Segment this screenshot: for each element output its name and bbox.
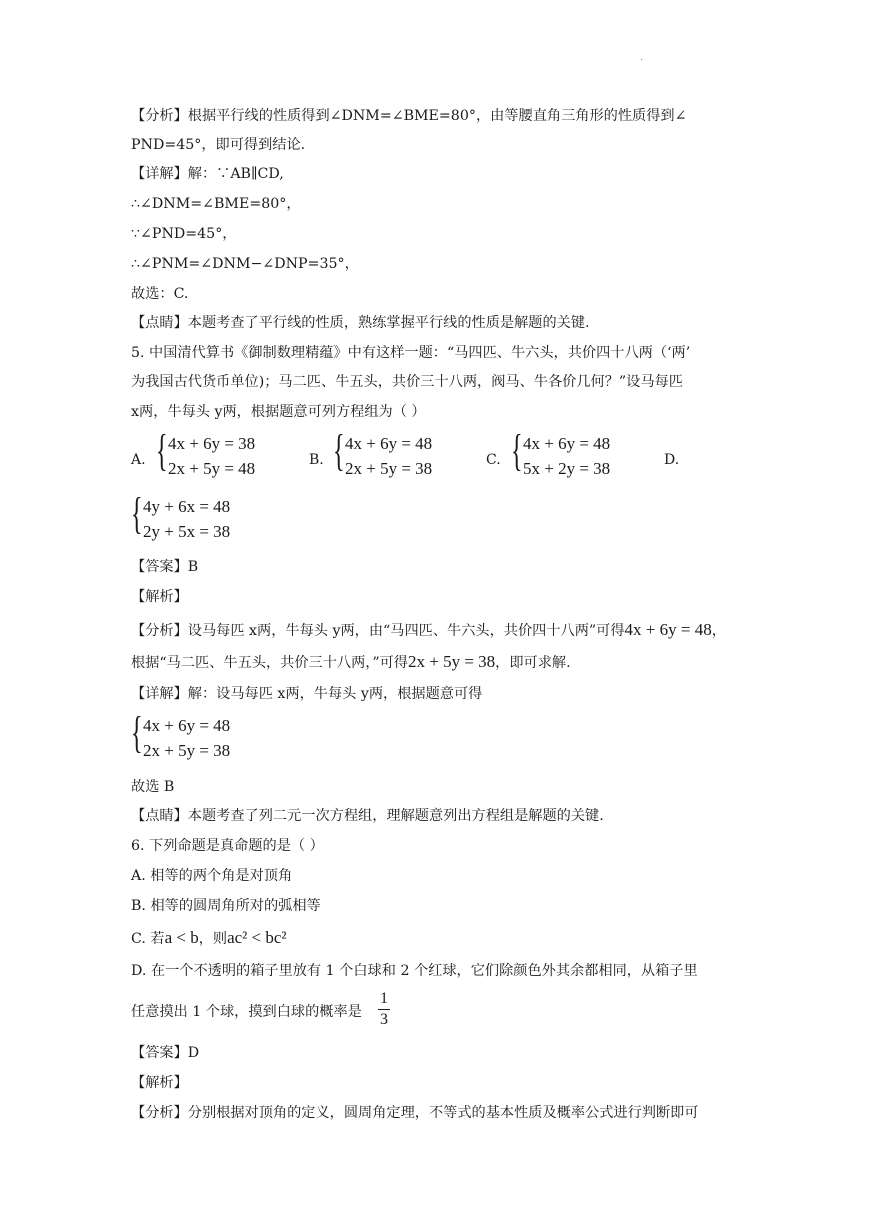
question-6-option-d-line-1: D. 在一个不透明的箱子里放有 1 个白球和 2 个红球，它们除颜色外其余都相同，从箱子里 bbox=[131, 963, 698, 979]
option-a-eq2: 2x + 5y = 48 bbox=[168, 459, 256, 478]
brace-icon: { bbox=[131, 708, 143, 757]
brace-icon: { bbox=[511, 426, 523, 475]
inequality-a-b: a < b bbox=[164, 928, 199, 947]
question-6-option-b: B. 相等的圆周角所对的弧相等 bbox=[131, 898, 321, 914]
question-6-option-a: A. 相等的两个角是对顶角 bbox=[131, 868, 293, 884]
detail-5-line: 【详解】解：设马每匹 x两，牛每头 y两，根据题意可得 bbox=[131, 686, 483, 702]
fraction-bar bbox=[378, 1009, 390, 1010]
question-5-line-2: 为我国古代货币单位)；马二匹、牛五头，共价三十八两，阀马、牛各价几何？”设马每匹 bbox=[131, 374, 683, 390]
equation-inline-2: 2x + 5y = 38 bbox=[407, 652, 496, 671]
option-a-eq1: 4x + 6y = 38 bbox=[168, 434, 256, 453]
answer-6: 【答案】D bbox=[131, 1045, 200, 1061]
option-c-label: C. bbox=[486, 452, 501, 468]
analysis-6-line: 【分析】分别根据对顶角的定义，圆周角定理，不等式的基本性质及概率公式进行判断即可 bbox=[131, 1105, 699, 1121]
detail-line-2: ∴∠DNM=∠BME=80°， bbox=[131, 196, 301, 212]
option-b-label: B. bbox=[309, 452, 324, 468]
equation-inline-1: 4x + 6y = 48 bbox=[624, 620, 712, 639]
analysis-line-1: 【分析】根据平行线的性质得到∠DNM=∠BME=80°，由等腰直角三角形的性质得到∠ bbox=[131, 108, 687, 124]
option-d-eq2: 2y + 5x = 38 bbox=[143, 522, 231, 541]
brace-icon: { bbox=[131, 489, 143, 538]
analysis-5-text: 【分析】设马每匹 x两，牛每头 y两，由“马四匹、牛六头，共价四十八两”可得 bbox=[131, 623, 625, 639]
analysis-5-line-1 bbox=[131, 620, 726, 641]
choice-5-line: 故选 B bbox=[131, 779, 175, 795]
inequality-ac-bc: ac² < bc² bbox=[227, 928, 287, 947]
brace-icon: { bbox=[333, 426, 345, 475]
question-6-option-d-line-2: 任意摸出 1 个球，摸到白球的概率是 bbox=[131, 1004, 362, 1020]
option-c-eq2: 5x + 2y = 38 bbox=[523, 459, 611, 478]
solution-eq2: 2x + 5y = 38 bbox=[143, 741, 231, 760]
detail-line-3: ∵∠PND=45°， bbox=[131, 226, 237, 242]
option-c-then: ，则 bbox=[198, 931, 228, 947]
detail-line-1: 【详解】解：∵AB∥CD, bbox=[131, 166, 284, 182]
brace-icon: { bbox=[156, 426, 168, 475]
comment-5-line: 【点睛】本题考查了列二元一次方程组，理解题意列出方程组是解题的关键. bbox=[131, 808, 604, 824]
detail-line-4: ∴∠PNM=∠DNM−∠DNP=35°， bbox=[131, 256, 359, 272]
probability-fraction bbox=[378, 990, 390, 1029]
option-c-system bbox=[511, 426, 641, 482]
solution-eq1: 4x + 6y = 48 bbox=[143, 716, 231, 735]
question-5-line-1: 5. 中国清代算书《御制数理精蕴》中有这样一题：“马四匹、牛六头，共价四十八两（‘两’ bbox=[131, 345, 691, 361]
option-d-system bbox=[131, 489, 261, 545]
header-mark: . bbox=[640, 52, 644, 63]
option-b-eq1: 4x + 6y = 48 bbox=[345, 434, 433, 453]
option-a-system bbox=[156, 426, 286, 482]
option-c-prefix: C. 若 bbox=[131, 931, 165, 947]
analysis-5-line-2 bbox=[131, 652, 571, 673]
question-6-option-c bbox=[131, 928, 287, 949]
option-b-system bbox=[333, 426, 463, 482]
option-b-eq2: 2x + 5y = 38 bbox=[345, 459, 433, 478]
analysis-5-text-2: 根据“马二匹、牛五头，共价三十八两，”可得 bbox=[131, 655, 408, 671]
fraction-numerator: 1 bbox=[380, 990, 388, 1007]
option-d-eq1: 4y + 6x = 48 bbox=[143, 497, 231, 516]
option-d-label: D. bbox=[664, 452, 680, 468]
question-5-line-3: x两，牛每头 y两，根据题意可列方程组为（ ） bbox=[131, 404, 426, 420]
solution-5-heading: 【解析】 bbox=[131, 589, 188, 605]
option-c-eq1: 4x + 6y = 48 bbox=[523, 434, 611, 453]
question-6: 6. 下列命题是真命题的是（ ） bbox=[131, 838, 324, 854]
comment-line: 【点睛】本题考查了平行线的性质，熟练掌握平行线的性质是解题的关键. bbox=[131, 315, 590, 331]
solution-system bbox=[131, 708, 261, 764]
option-a-label: A. bbox=[131, 452, 146, 468]
choice-line: 故选：C. bbox=[131, 286, 189, 302]
solution-6-heading: 【解析】 bbox=[131, 1075, 188, 1091]
analysis-5-tail: ，即可求解. bbox=[495, 655, 571, 671]
analysis-5-punct: ， bbox=[711, 623, 726, 639]
fraction-denominator: 3 bbox=[380, 1011, 388, 1028]
answer-5: 【答案】B bbox=[131, 559, 199, 575]
analysis-line-2: PND=45°，即可得到结论. bbox=[131, 137, 306, 153]
